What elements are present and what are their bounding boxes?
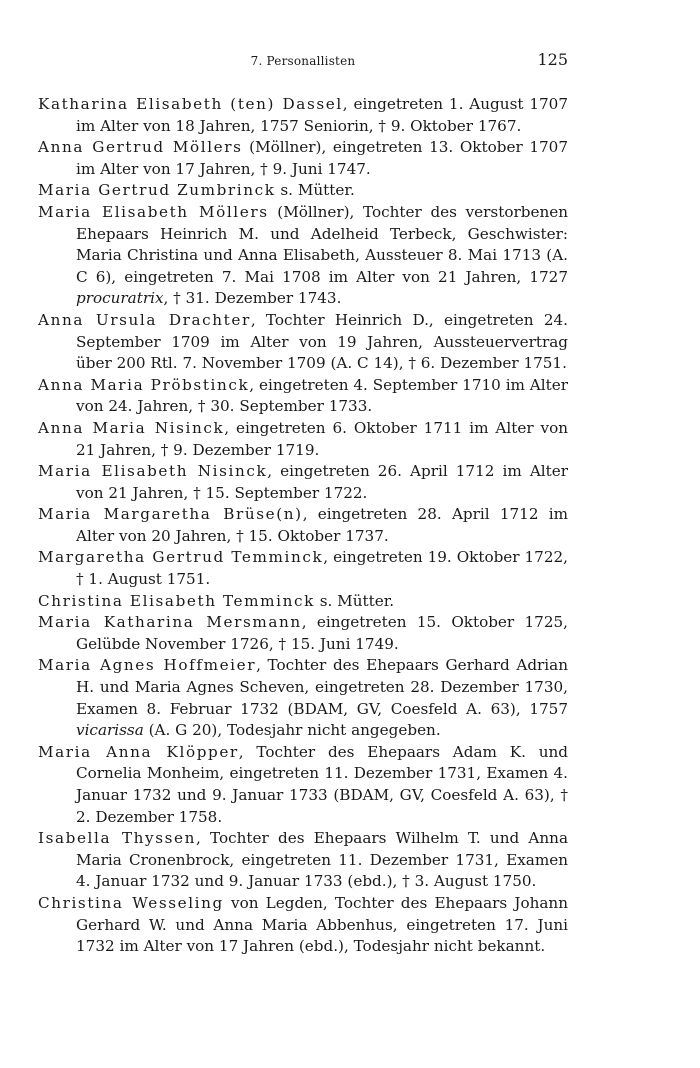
entry-details: , eingetreten 6. Oktober 1711 im Alter von 21 Jahren, † 9. Dezember 1719.	[76, 418, 568, 459]
list-entry	[38, 547, 568, 590]
list-entry	[38, 742, 568, 828]
chapter-title: 7. Personallisten	[250, 54, 356, 68]
latin-office-title: vicarissa	[76, 721, 144, 740]
person-name: Margaretha Gertrud Temminck	[38, 548, 324, 567]
entry-details: (Möllner), Tochter des verstorbenen Ehepaars Heinrich M. und Adelheid Terbeck, Geschwister: Maria Christina und Anna Elisabeth, Aussteuer 8. Mai 1713 (A. C 6), eingetreten 7. Mai 1708 im Alter von 21 Jahren, 1727	[76, 202, 568, 286]
list-entry	[38, 893, 568, 958]
person-name: Maria Agnes Hoffmeier	[38, 656, 257, 675]
entry-details: , eingetreten 26. April 1712 im Alter von 21 Jahren, † 15. September 1722.	[76, 462, 569, 502]
list-entry	[38, 591, 568, 613]
list-entry	[38, 180, 568, 202]
entry-details: , eingetreten 28. April 1712 im Alter von 20 Jahren, † 15. Oktober 1737.	[76, 505, 568, 545]
entry-details: , Tochter Heinrich D., eingetreten 24. September 1709 im Alter von 19 Jahren, Aussteuervertrag über 200 Rtl. 7. November 1709 (A. C 14), † 6. Dezember 1751.	[76, 310, 568, 373]
entry-details: , eingetreten 15. Oktober 1725, Gelübde November 1726, † 15. Juni 1749.	[76, 613, 568, 653]
entry-details: , Tochter des Ehepaars Adam K. und Cornelia Monheim, eingetreten 11. Dezember 1731, Examen 4. Januar 1732 und 9. Januar 1733 (BDAM, GV, Coesfeld A. 63), † 2. Dezember 1758.	[76, 742, 568, 826]
entry-details-continued: (A. G 20), Todesjahr nicht angegeben.	[143, 721, 441, 740]
book-page	[38, 48, 568, 958]
person-name: Anna Maria Pröbstinck	[38, 375, 250, 394]
entry-details: , eingetreten 1. August 1707 im Alter von 18 Jahren, 1757 Seniorin, † 9. Oktober 1767.	[76, 95, 568, 135]
list-entry	[38, 828, 568, 893]
list-entry	[38, 137, 568, 180]
running-head	[38, 48, 568, 70]
entry-details-continued: , † 31. Dezember 1743.	[163, 289, 342, 308]
person-name: Anna Maria Nisinck	[38, 418, 225, 437]
person-name: Katharina Elisabeth (ten) Dassel	[38, 95, 343, 113]
entry-details: von Legden, Tochter des Ehepaars Johann Gerhard W. und Anna Maria Abbenhus, eingetreten 17. Juni 1732 im Alter von 17 Jahren (ebd.), Todesjahr nicht bekannt.	[76, 893, 568, 956]
person-name: Maria Katharina Mersmann	[38, 613, 302, 632]
person-name: Maria Elisabeth Möllers	[38, 202, 269, 221]
person-name: Maria Margaretha Brüse(n)	[38, 505, 303, 524]
list-entry	[38, 375, 568, 418]
entry-details: , eingetreten 4. September 1710 im Alter von 24. Jahren, † 30. September 1733.	[76, 375, 568, 416]
list-entry	[38, 504, 568, 547]
person-name: Maria Anna Klöpper	[38, 742, 239, 761]
list-entry	[38, 655, 568, 741]
page-number: 125	[537, 50, 568, 69]
entry-details: , Tochter des Ehepaars Gerhard Adrian H. und Maria Agnes Scheven, eingetreten 28. Dezember 1730, Examen 8. Februar 1732 (BDAM, GV, Coesfeld A. 63), 1757	[76, 656, 568, 718]
entry-details: , Tochter des Ehepaars Wilhelm T. und Anna Maria Cronenbrock, eingetreten 11. Dezember 1731, Examen 4. Januar 1732 und 9. Januar 1733 (ebd.), † 3. August 1750.	[76, 829, 568, 891]
person-name: Anna Gertrud Möllers	[38, 138, 243, 157]
entry-details: (Möllner), eingetreten 13. Oktober 1707 im Alter von 17 Jahren, † 9. Juni 1747.	[76, 138, 568, 178]
person-name: Anna Ursula Drachter	[38, 310, 251, 329]
list-entry	[38, 94, 568, 137]
person-name: Isabella Thyssen	[38, 829, 196, 848]
personnel-list	[38, 94, 568, 958]
list-entry	[38, 461, 568, 504]
list-entry	[38, 310, 568, 375]
latin-office-title: procuratrix	[76, 289, 164, 308]
list-entry	[38, 418, 568, 461]
list-entry	[38, 612, 568, 655]
entry-details: s. Mütter.	[314, 591, 395, 610]
list-entry	[38, 202, 568, 310]
person-name: Christina Elisabeth Temminck	[38, 591, 315, 610]
entry-details: , eingetreten 19. Oktober 1722, † 1. August 1751.	[76, 548, 568, 589]
entry-details: s. Mütter.	[275, 181, 355, 200]
person-name: Maria Gertrud Zumbrinck	[38, 181, 276, 200]
person-name: Maria Elisabeth Nisinck	[38, 462, 268, 481]
person-name: Christina Wesseling	[38, 893, 224, 912]
